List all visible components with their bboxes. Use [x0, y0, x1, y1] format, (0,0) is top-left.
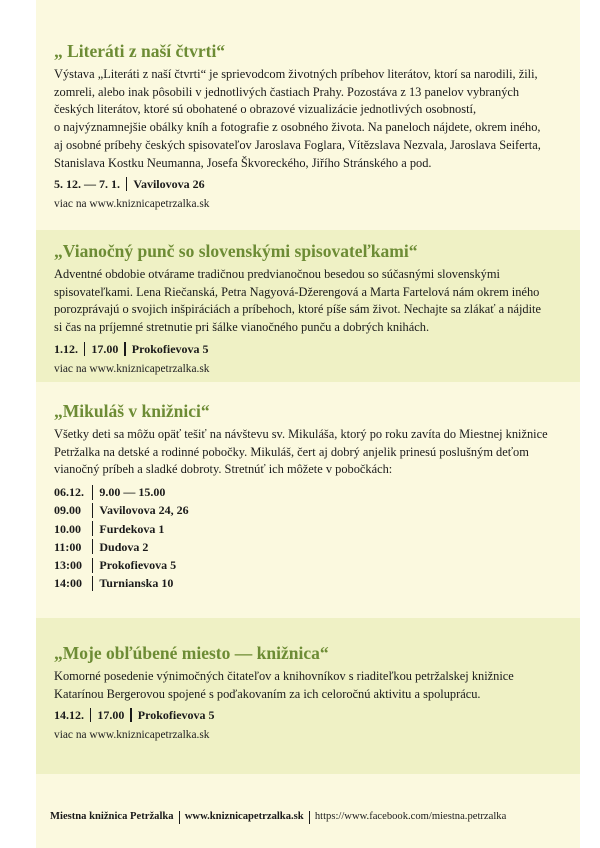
- event-title: „ Literáti z naší čtvrti“: [54, 41, 226, 61]
- description-line: aj osobné príbehy českých spisovateľov Jaroslava Foglara, Vítězslava Nezvala, Jaroslava Seiferta,: [54, 137, 541, 152]
- event-date: 14.12.: [54, 708, 84, 723]
- event-date: 1.12.: [54, 341, 78, 356]
- description-line: Stanislava Kostku Neumanna, Josefa Škvoreckého, Jiřího Stránského a pod.: [54, 155, 432, 170]
- schedule-time: 09.00: [54, 503, 81, 518]
- event-title: „Mikuláš v knižnici“: [54, 401, 210, 421]
- event-description: [54, 66, 566, 172]
- event-place: Vavilovova 26: [133, 177, 205, 192]
- event-title: „Vianočný punč so slovenskými spisovateľkami“: [54, 241, 418, 261]
- event-literati: [36, 0, 580, 230]
- footer-library-name: Miestna knižnica Petržalka: [50, 811, 174, 822]
- schedule-place: Dudova 2: [99, 539, 149, 554]
- description-line: Petržalka na detské a rodinné pobočky. Mikuláš, čert aj dobrý anjelik prinesú poslušným deťom: [54, 444, 529, 459]
- description-line: Všetky deti sa môžu opäť tešiť na návštevu sv. Mikuláša, ktorý po roku zavíta do Miestnej knižnice: [54, 427, 548, 441]
- separator: [92, 485, 93, 500]
- schedule-time: 14:00: [54, 576, 82, 591]
- description-line: Katarínou Bergerovou spojené s poďakovaním za ich celoročnú aktivitu a spoluprácu.: [54, 686, 481, 701]
- schedule-time: 06.12.: [54, 485, 84, 500]
- description-line: Adventné obdobie otvárame tradičnou predvianočnou besedou so súčasnými slovenskými: [54, 267, 500, 281]
- separator: [92, 576, 93, 591]
- schedule-row: [54, 483, 566, 501]
- schedule-row: [54, 556, 566, 574]
- footer-website-link[interactable]: www.kniznicapetrzalka.sk: [184, 811, 304, 822]
- event-meta: [54, 175, 566, 193]
- description-line: porozprávajú o svojich inšpiráciách a príbehoch, ktoré píše sám život. Nechajte sa zlákať a nájdite: [54, 302, 541, 317]
- event-meta: [54, 706, 566, 724]
- separator: [309, 811, 310, 824]
- schedule-place: Vavilovova 24, 26: [99, 503, 189, 518]
- schedule-place: Prokofievova 5: [99, 557, 177, 572]
- event-meta: [54, 340, 566, 358]
- event-description: [54, 266, 566, 337]
- description-line: o najvýznamnejšie obálky kníh a fotografie z osobného života. Na paneloch nájdete, okrem iného,: [54, 120, 541, 135]
- footer-facebook-link[interactable]: https://www.facebook.com/miestna.petrzalka: [314, 811, 507, 822]
- description-line: Komorné posedenie výnimočných čitateľov a knihovníkov s riaditeľkou petržalskej knižnice: [54, 669, 514, 683]
- footer: [36, 810, 580, 824]
- more-info-link[interactable]: viac na www.kniznicapetrzalka.sk: [54, 198, 210, 211]
- event-time: 17.00: [97, 708, 125, 723]
- event-place: Prokofievova 5: [137, 708, 215, 723]
- event-time: 17.00: [91, 341, 119, 356]
- separator: [92, 521, 93, 536]
- separator: [92, 503, 93, 518]
- schedule-time: 10.00: [54, 521, 81, 536]
- schedule-row: [54, 501, 566, 519]
- schedule-time: 13:00: [54, 557, 82, 572]
- schedule-place: Turnianska 10: [99, 576, 174, 591]
- event-place: Prokofievova 5: [131, 341, 209, 356]
- description-line: vianočný príbeh a sladké dobroty. Stretnúť ich môžete v pobočkách:: [54, 462, 393, 477]
- separator: [124, 342, 125, 356]
- description-line: zomreli, alebo inak pôsobili v jednotlivých častiach Prahy. Pozostáva z 13 panelov vybraných: [54, 84, 520, 99]
- separator: [90, 708, 91, 722]
- description-line: Výstava „Literáti z naší čtvrti“ je sprievodcom životných príbehov literátov, ktorí sa narodili, žili,: [54, 67, 538, 81]
- schedule-row: [54, 520, 566, 538]
- separator: [84, 342, 85, 356]
- schedule-row: [54, 538, 566, 556]
- event-description: [54, 426, 566, 479]
- event-description: [54, 668, 566, 703]
- separator: [130, 708, 131, 722]
- more-info-link[interactable]: viac na www.kniznicapetrzalka.sk: [54, 362, 210, 375]
- description-line: spisovateľkami. Lena Riečanská, Petra Nagyová-Džerengová a Marta Fartelová nám okrem iného: [54, 284, 540, 299]
- schedule-row: [54, 574, 566, 592]
- schedule-time: 11:00: [54, 539, 82, 554]
- schedule-place: 9.00 — 15.00: [99, 485, 166, 500]
- event-mikulas: [36, 382, 580, 618]
- separator: [179, 811, 180, 824]
- event-title: „Moje obľúbené miesto — knižnica“: [54, 643, 329, 663]
- separator: [126, 177, 127, 191]
- description-line: českých literátov, ktoré sú obohatené o obrazové vizualizácie jednotlivých osobností,: [54, 102, 477, 117]
- event-vianocny-punc: [36, 230, 580, 382]
- separator: [92, 539, 93, 554]
- event-date: 5. 12. — 7. 1.: [54, 177, 120, 192]
- events-column: [36, 0, 580, 848]
- separator: [92, 558, 93, 573]
- description-line: si čas na príjemné stretnutie pri šálke vianočného punču a dobrých knihách.: [54, 320, 430, 335]
- schedule-place: Furdekova 1: [99, 521, 165, 536]
- more-info-link[interactable]: viac na www.kniznicapetrzalka.sk: [54, 729, 210, 742]
- event-oblubene-miesto: [36, 618, 580, 774]
- schedule-list: [54, 483, 566, 592]
